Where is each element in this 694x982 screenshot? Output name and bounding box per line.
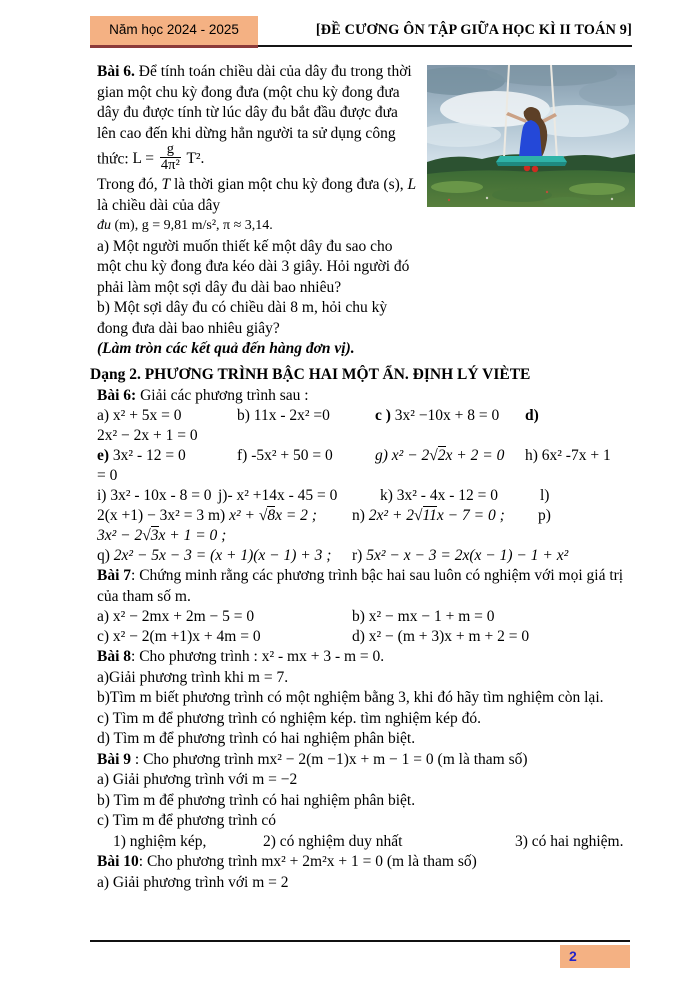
exercise-9-subparts (97, 832, 632, 853)
equation-row-1 (97, 406, 632, 426)
swing-photo-illustration (427, 65, 635, 207)
equation-h: h) 6x² -7x + 1 (525, 447, 611, 465)
exercise-8 (97, 647, 632, 750)
variable-L: L (407, 176, 417, 194)
equation-k: k) 3x² - 4x - 12 = 0 (380, 487, 498, 505)
equation-g: g) x² − 2√2x + 2 = 0 (375, 447, 505, 465)
equation-n: n) 2x² + 2√11x − 7 = 0 ; (352, 507, 505, 525)
equation-row-3 (97, 446, 632, 466)
fraction-numerator: g (166, 141, 174, 157)
problem-6-given: Trong đó, T là thời gian một chu kỳ đong đưa (s), L là chiều dài của dây (97, 176, 417, 214)
girl-shoe-right (532, 166, 538, 172)
problem-6-intro: Để tính toán chiều dài của dây đu trong thời gian một chu kỳ đong đưa (một chu kỳ đong đưa dây đu được tính từ lúc dây đu bắt đầu được đưa lên cao đến khi dừng hẳn người ta sử dụng công thức: (97, 63, 412, 168)
equation-c: c ) 3x² −10x + 8 = 0 (375, 407, 500, 425)
equation-q: q) 2x² − 5x − 3 = (x + 1)(x − 1) + 3 ; (97, 547, 332, 565)
exercise-7-title: Bài 7: Chứng minh rằng các phương trình bậc hai sau luôn có nghiệm với mọi giá trị của tham số m. (97, 567, 624, 605)
exercise-9-part-c: c) Tìm m để phương trình có (97, 812, 277, 830)
equation-7b: b) x² − mx − 1 + m = 0 (352, 608, 495, 626)
exercise-9-sub-3: 3) có hai nghiệm. (515, 832, 624, 850)
exercise-6-title: Bài 6: Giải các phương trình sau : (97, 386, 309, 404)
equation-f: f) -5x² + 50 = 0 (237, 447, 333, 465)
equation-row-2 (97, 426, 632, 446)
radicand: 3 (150, 527, 159, 545)
pendulum-formula (132, 141, 205, 174)
formula-lhs: L = (132, 150, 158, 168)
exercise-10 (97, 852, 632, 893)
exercise-9-part-a: a) Giải phương trình với m = −2 (97, 771, 298, 789)
section-2-heading: Dạng 2. PHƯƠNG TRÌNH BẬC HAI MỘT ẨN. ĐỊNH LÝ VIÈTE (90, 365, 531, 383)
page-number-badge (560, 945, 630, 968)
exercise-8-part-d: d) Tìm m để phương trình có hai nghiệm phân biệt. (97, 730, 416, 748)
formula-fraction (160, 142, 181, 173)
exercise-8-title: Bài 8: Cho phương trình : x² - mx + 3 - m = 0. (97, 648, 385, 666)
radicand: 2 (437, 447, 446, 465)
equation-b: b) 11x - 2x² =0 (237, 407, 330, 425)
problem-6-swing-section (97, 62, 632, 360)
equation-7a: a) x² − 2mx + 2m − 5 = 0 (97, 608, 255, 626)
exercise-9-equation: mx² − 2(m −1)x + m − 1 = 0 (257, 750, 434, 768)
problem-6-part-b: b) Một sợi dây đu có chiều dài 8 m, hỏi chu kỳ đong đưa dài bao nhiêu giây? (97, 299, 388, 337)
problem-6-part-a: a) Một người muốn thiết kế một dây đu sao cho một chu kỳ đong đưa kéo dài 3 giây. Hỏi người đó phải làm một sợi dây đu dài bao nhiêu? (97, 237, 410, 296)
school-year-badge (90, 16, 258, 45)
problem-6-label: Bài 6. (97, 63, 135, 80)
exercise-9-title: Bài 9 : Cho phương trình mx² − 2(m −1)x + m − 1 = 0 (m là tham số) (97, 750, 528, 768)
fraction-denominator: 4π² (160, 157, 180, 174)
page-content (90, 62, 632, 893)
problem-6-statement (97, 62, 419, 175)
equation-e: e) 3x² - 12 = 0 (97, 447, 186, 465)
exercise-8-part-c: c) Tìm m để phương trình có nghiệm kép. tìm nghiệm kép đó. (97, 709, 481, 727)
equation-j: j)- x² +14x - 45 = 0 (218, 487, 338, 505)
document-title: [ĐỀ CƯƠNG ÔN TẬP GIỮA HỌC KÌ II TOÁN 9] (315, 21, 632, 38)
girl-head (524, 107, 538, 121)
page-number: 2 (569, 948, 577, 965)
equation-p: 3x² − 2√3x + 1 = 0 ; (97, 527, 227, 545)
exercise-10-title: Bài 10: Cho phương trình mx² + 2m²x + 1 = 0 (m là tham số) (97, 853, 477, 871)
equation-h-continued: = 0 (97, 467, 118, 485)
school-year-label: Năm học 2024 - 2025 (109, 21, 239, 37)
equation-r: r) 5x² − x − 3 = 2x(x − 1) − 1 + x² (352, 547, 569, 565)
problem-6-given-values: đu (m), g = 9,81 m/s², π ≈ 3,14. (97, 218, 273, 234)
equation-row-8 (97, 546, 632, 566)
exercise-8-part-b: b)Tìm m biết phương trình có một nghiệm bằng 3, khi đó hãy tìm nghiệm còn lại. (97, 689, 604, 707)
exercise-7-row-cd (97, 627, 632, 647)
equation-row-5 (97, 486, 632, 506)
exercise-6-equations (97, 386, 632, 567)
exercise-9-sub-1: 1) nghiệm kép, (113, 832, 207, 850)
variable-T: T (161, 176, 171, 194)
problem-6-text-column (97, 62, 419, 360)
equation-row-7 (97, 526, 632, 546)
swing-seat (496, 156, 567, 166)
equation-7c: c) x² − 2(m +1)x + 4m = 0 (97, 628, 261, 646)
formula-rhs: T². (182, 150, 205, 168)
equation-d: 2x² − 2x + 1 = 0 (97, 427, 198, 445)
radicand: 11 (422, 507, 437, 525)
footer-rule (90, 940, 630, 965)
equation-m: m) x² + √8x = 2 ; (208, 507, 317, 525)
equation-i: i) 3x² - 10x - 8 = 0 (97, 487, 212, 505)
equation-row-6 (97, 506, 632, 526)
exercise-8-part-a: a)Giải phương trình khi m = 7. (97, 668, 289, 686)
equation-l: 2(x +1) − 3x² = 3 (97, 507, 205, 525)
equation-row-4 (97, 466, 632, 486)
equation-d-label: d) (525, 407, 539, 425)
exercise-7-row-ab (97, 607, 632, 627)
exercise-7 (97, 566, 632, 647)
problem-6-rounding-note: (Làm tròn các kết quả đến hàng đơn vị). (97, 340, 355, 358)
swing-photo (427, 65, 635, 360)
exercise-10-equation: mx² + 2m²x + 1 = 0 (261, 853, 383, 871)
equation-a: a) x² + 5x = 0 (97, 407, 182, 425)
equation-7d: d) x² − (m + 3)x + m + 2 = 0 (352, 628, 530, 646)
exercise-9-sub-2: 2) có nghiệm duy nhất (263, 832, 403, 850)
radicand: 8 (267, 507, 276, 525)
exercise-9 (97, 750, 632, 853)
exercise-10-part-a: a) Giải phương trình với m = 2 (97, 873, 289, 891)
equation-p-label: p) (538, 507, 551, 525)
exercise-9-part-b: b) Tìm m để phương trình có hai nghiệm phân biệt. (97, 791, 416, 809)
page-header (90, 15, 632, 47)
equation-l-label: l) (540, 487, 550, 505)
